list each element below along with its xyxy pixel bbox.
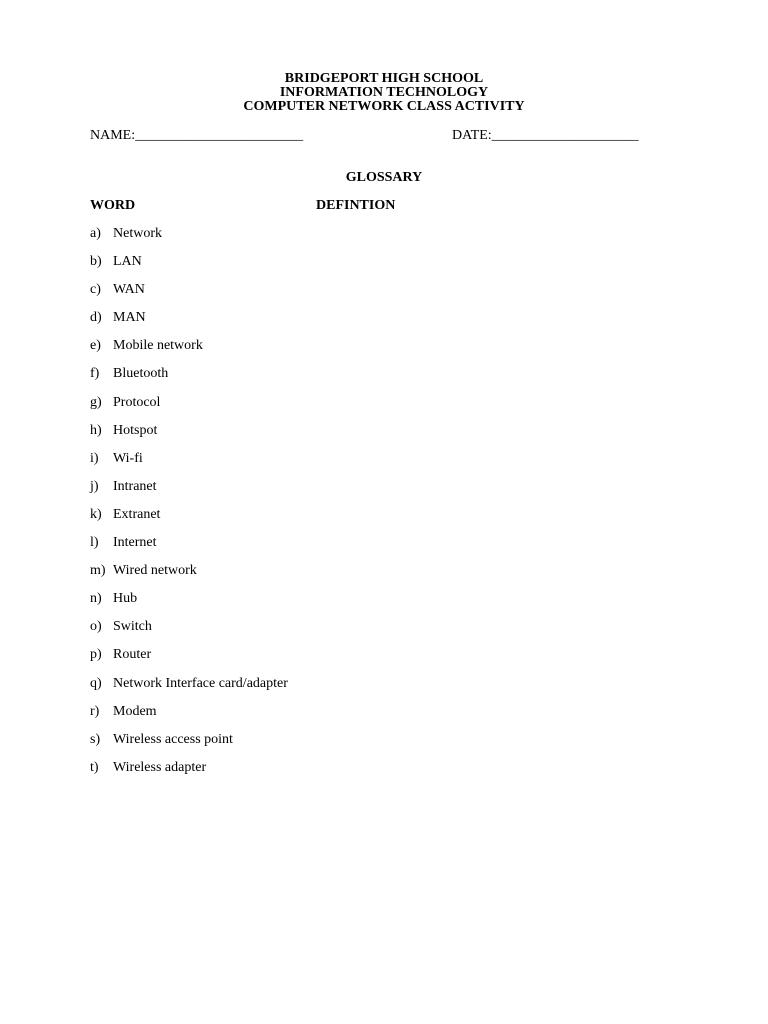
glossary-term: Bluetooth [113,366,169,382]
glossary-term: Internet [113,535,157,551]
list-marker: m) [90,563,106,579]
list-item [90,339,288,367]
list-item [90,677,288,705]
list-item [90,396,288,424]
list-item [90,480,288,508]
list-marker: n) [90,591,102,607]
definition-column-header: DEFINTION [316,198,396,213]
school-name: BRIDGEPORT HIGH SCHOOL [284,71,484,86]
list-item [90,367,288,395]
list-marker: c) [90,282,101,298]
list-item [90,592,288,620]
department-name: INFORMATION TECHNOLOGY [279,85,489,100]
list-item [90,452,288,480]
list-marker: k) [90,506,102,522]
glossary-term: Extranet [113,506,161,522]
list-marker: q) [90,675,102,691]
list-item [90,733,288,761]
glossary-term: LAN [113,254,142,270]
list-item [90,424,288,452]
list-marker: i) [90,450,99,466]
list-marker: b) [90,254,102,270]
list-marker: o) [90,619,102,635]
list-marker: p) [90,647,102,663]
glossary-title: GLOSSARY [345,170,423,185]
list-marker: g) [90,394,102,410]
glossary-term: Wireless access point [113,731,233,747]
list-item [90,311,288,339]
list-marker: d) [90,310,102,326]
list-marker: e) [90,338,101,354]
glossary-term: Router [113,647,152,663]
word-column-header: WORD [90,198,136,213]
list-item [90,227,288,255]
list-marker: r) [90,703,100,719]
glossary-term: Wireless adapter [113,759,207,775]
glossary-term: Protocol [113,394,161,410]
glossary-term: WAN [113,282,145,298]
list-item [90,536,288,564]
glossary-term: Network [113,226,162,241]
list-item [90,283,288,311]
name-field: NAME:________________________ [90,128,304,143]
list-item [90,761,288,789]
list-item [90,255,288,283]
glossary-term: Switch [113,619,152,635]
list-marker: l) [90,535,99,551]
list-item [90,705,288,733]
glossary-term: Wired network [113,563,197,579]
glossary-term: Hub [113,591,138,607]
list-item [90,620,288,648]
glossary-term: MAN [113,310,146,326]
list-item [90,508,288,536]
list-marker: s) [90,731,101,747]
date-field: DATE:_____________________ [452,128,639,143]
document-header [0,72,768,114]
glossary-term: Wi-fi [113,450,143,466]
glossary-list [90,227,288,789]
list-marker: f) [90,366,100,382]
glossary-term: Modem [113,703,157,719]
glossary-term: Hotspot [113,422,158,438]
list-marker: j) [90,478,99,494]
list-item [90,564,288,592]
list-marker: h) [90,422,102,438]
glossary-term: Network Interface card/adapter [113,675,288,691]
glossary-term: Intranet [113,478,157,494]
list-marker: t) [90,759,99,775]
list-item [90,648,288,676]
list-marker: a) [90,226,101,241]
glossary-term: Mobile network [113,338,203,354]
activity-title: COMPUTER NETWORK CLASS ACTIVITY [243,99,525,114]
